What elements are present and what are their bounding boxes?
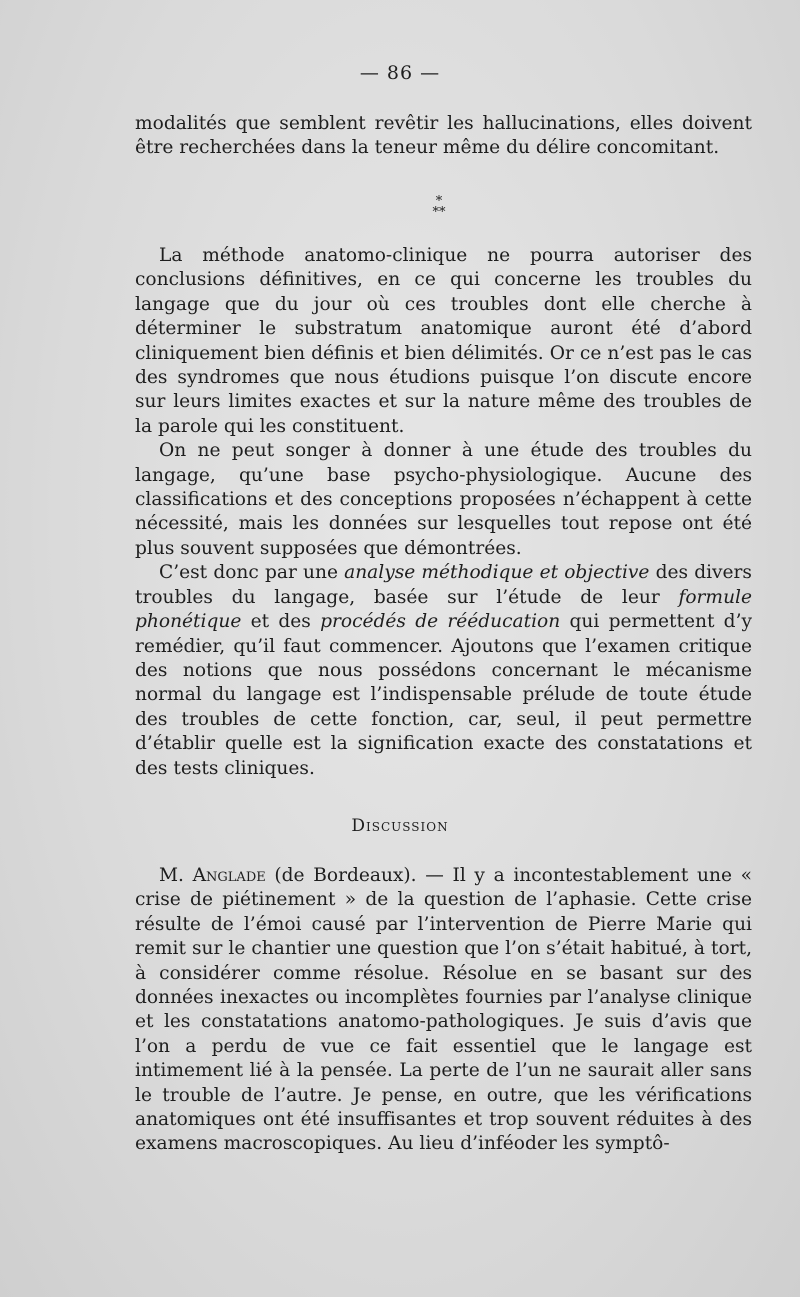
discussion-section (135, 864, 752, 1157)
discussion-paragraph (135, 864, 752, 1157)
asterism-separator (424, 196, 454, 218)
analysis-italic-1: analyse méthodique et objective (344, 562, 650, 584)
page-number: — 86 — (359, 62, 441, 84)
paragraph-analysis (135, 561, 752, 781)
analysis-italic-2: formule phonétique (135, 586, 752, 633)
intro-section (135, 112, 752, 161)
asterism-bottom: ** (432, 205, 446, 220)
analysis-text-2: des divers troubles du langage, basée sur l’étude de leur (135, 562, 752, 608)
analysis-text-4: qui permettent d’y remédier, qu’il faut commencer. Ajoutons que l’examen critique des notions que nous possédons concernant le mécanisme normal du langage est l’indispensable prélude de toute étude des troubles de cette fonction, car, seul, il peut permettre d’établir quelle est la signification exacte des constatations et des tests cliniques. (135, 611, 752, 779)
intro-paragraph: modalités que semblent revêtir les hallucinations, elles doivent être recherchées dans la teneur même du délire concomitant. (135, 113, 752, 159)
speaker-origin: (de Bordeaux). — (265, 865, 453, 886)
speaker-prefix: M. (159, 865, 193, 886)
paragraph-method: La méthode anatomo-clinique ne pourra autoriser des conclusions définitives, en ce qui concerne les troubles du langage que du jour où ces troubles dont elle cherche à déterminer le substratum anatomique auront été d’abord cliniquement bien définis et bien délimités. Or ce n’est pas le cas des syndromes que nous étudions puisque l’on discute encore sur leurs limites exactes et sur la nature même des troubles de la parole qui les constituent. (135, 245, 752, 437)
discussion-text: Il y a incontestablement une « crise de piétinement » de la question de l’aphasie. Cette crise résulte de l’émoi causé par l’intervention de Pierre Marie qui remit sur le chantier une question que l’on s’était habitué, à tort, à considérer comme résolue. Résolue en se basant sur des données inexactes ou incomplètes fournies par l’analyse clinique et les constatations anatomo-pathologiques. Je suis d’avis que l’on a perdu de vue ce fait essentiel que le langage est intimement lié à la pensée. La perte de l’un ne saurait aller sans le trouble de l’autre. Je pense, en outre, que les vérifications anatomiques ont été insuffisantes et trop souvent réduites à des examens macroscopiques. Au lieu d’inféoder les symptô- (135, 865, 752, 1155)
main-section (135, 244, 752, 781)
paragraph-basis: On ne peut songer à donner à une étude des troubles du langage, qu’une base psycho-physiologique. Aucune des classifications et des conceptions proposées n’échappent à cette nécessité, mais les données sur lesquelles tout repose ont été plus souvent supposées que démontrées. (135, 440, 752, 559)
asterism-top: * (435, 194, 443, 209)
speaker-name: Anglade (192, 865, 266, 886)
analysis-text-1: C’est donc par une (159, 562, 345, 584)
analysis-text-3: et des (241, 611, 321, 633)
analysis-italic-3: procédés de rééducation (320, 611, 561, 633)
discussion-heading: Discussion (351, 816, 449, 836)
